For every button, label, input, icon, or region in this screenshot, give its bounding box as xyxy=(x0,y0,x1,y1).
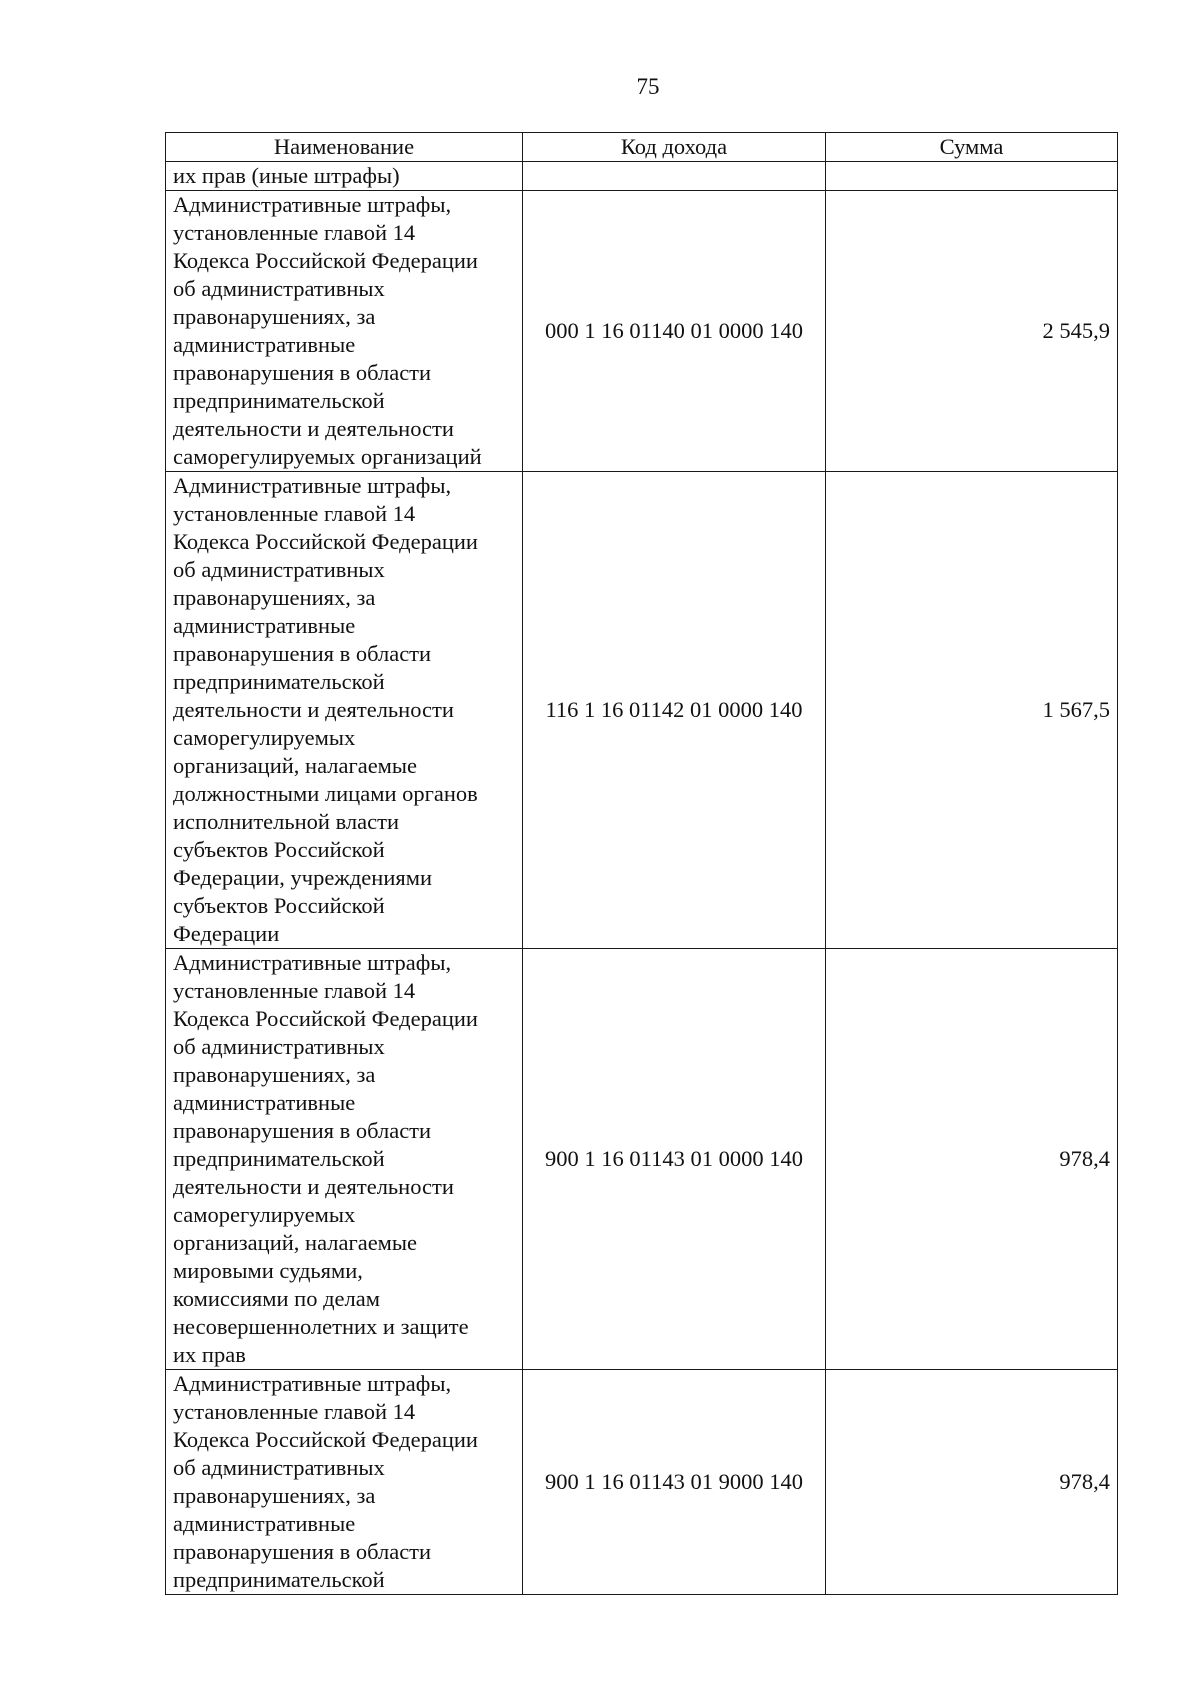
row-name-cell: Административные штрафы, установленные главой 14 Кодекса Российской Федерации об административных правонарушениях, за административные правонарушения в области предпринимательской деятельности и деятельности саморегулируемых организаций, налагаемые должностными лицами органов исполнительной власти субъектов Российской Федерации, учреждениями субъектов Российской Федерации xyxy=(166,472,523,949)
table-row xyxy=(166,1370,1118,1595)
table-body xyxy=(166,162,1118,1595)
revenue-table xyxy=(165,132,1118,1595)
row-code-cell: 116 1 16 01142 01 0000 140 xyxy=(523,472,826,949)
table-row xyxy=(166,949,1118,1370)
row-name-cell: Административные штрафы, установленные главой 14 Кодекса Российской Федерации об административных правонарушениях, за административные правонарушения в области предпринимательской xyxy=(166,1370,523,1595)
header-code: Код дохода xyxy=(523,133,826,162)
row-sum-cell: 1 567,5 xyxy=(826,472,1118,949)
table-row xyxy=(166,472,1118,949)
row-sum-cell: 978,4 xyxy=(826,1370,1118,1595)
row-sum-cell xyxy=(826,162,1118,191)
row-code-cell: 900 1 16 01143 01 0000 140 xyxy=(523,949,826,1370)
row-name-cell: Административные штрафы, установленные главой 14 Кодекса Российской Федерации об административных правонарушениях, за административные правонарушения в области предпринимательской деятельности и деятельности саморегулируемых организаций, налагаемые мировыми судьями, комиссиями по делам несовершеннолетних и защите их прав xyxy=(166,949,523,1370)
header-name: Наименование xyxy=(166,133,523,162)
row-code-cell xyxy=(523,162,826,191)
table-row-continuation xyxy=(166,162,1118,191)
header-sum: Сумма xyxy=(826,133,1118,162)
row-sum-cell: 978,4 xyxy=(826,949,1118,1370)
table-row xyxy=(166,191,1118,472)
header-row xyxy=(166,133,1118,162)
table-header xyxy=(166,133,1118,162)
row-name-cell: Административные штрафы, установленные главой 14 Кодекса Российской Федерации об административных правонарушениях, за административные правонарушения в области предпринимательской деятельности и деятельности саморегулируемых организаций xyxy=(166,191,523,472)
row-name-cell: их прав (иные штрафы) xyxy=(166,162,523,191)
row-code-cell: 000 1 16 01140 01 0000 140 xyxy=(523,191,826,472)
page-number: 75 xyxy=(636,74,660,99)
row-sum-cell: 2 545,9 xyxy=(826,191,1118,472)
row-code-cell: 900 1 16 01143 01 9000 140 xyxy=(523,1370,826,1595)
